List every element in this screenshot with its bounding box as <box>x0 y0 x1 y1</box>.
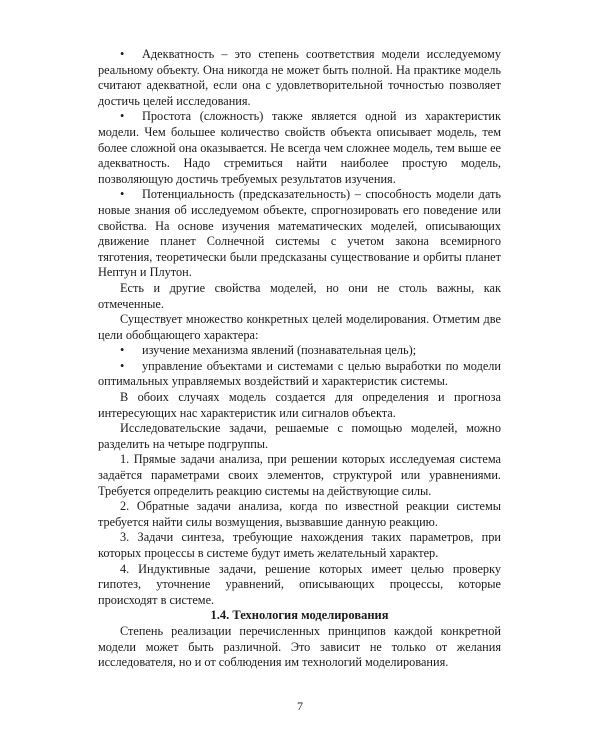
paragraph-tasks-intro: Исследовательские задачи, решаемые с помощью моделей, можно разделить на четыре подгруппы. <box>98 421 501 451</box>
property-text: Простота (сложность) также является одной из характеристик модели. Чем большее количество свойств объекта описывает модель, тем более сложной она оказывается. Не всегда чем сложнее модель, тем выше ее адекватность. Надо стремиться найти наиболее простую модель, позволяющую достичь требуемых результатов изучения. <box>98 109 501 186</box>
page-body <box>98 47 501 671</box>
task-item-inductive: 4. Индуктивные задачи, решение которых имеет целью проверку гипотез, уточнение уравнений, описывающих процессы, которые происходят в системе. <box>98 561 501 607</box>
paragraph-other-properties: Есть и другие свойства моделей, но они не столь важны, как отмеченные. <box>98 280 501 311</box>
property-simplicity <box>98 109 501 187</box>
paragraph-both-cases: В обоих случаях модель создается для определения и прогноза интересующих нас характеристик или сигналов объекта. <box>98 390 501 420</box>
goal-item-cognitive <box>98 343 501 359</box>
task-item-direct-analysis: 1. Прямые задачи анализа, при решении которых исследуемая система задаётся параметрами своих элементов, структурой или уравнениями. Требуется определить реакцию системы на действующие силы. <box>98 452 501 498</box>
bullet-marker: • <box>120 358 125 373</box>
page-number: 7 <box>297 699 303 713</box>
paragraph-technology: Степень реализации перечисленных принципов каждой конкретной модели может быть различной. Это зависит не только от желания исследователя, но и от соблюдения им технологий моделирования. <box>98 623 501 670</box>
bullet-marker: • <box>120 343 125 358</box>
bullet-marker: • <box>120 47 125 61</box>
section-heading: 1.4. Технология моделирования <box>210 608 389 623</box>
goal-item-control <box>98 359 501 390</box>
goal-text: управление объектами и системами с целью выработки по модели оптимальных управляемых воздействий и характеристик системы. <box>98 358 501 389</box>
goal-text: изучение механизма явлений (познавательная цель); <box>142 343 417 358</box>
property-potentiality <box>98 187 501 281</box>
property-text: Адекватность – это степень соответствия модели исследуемому реальному объекту. Она никогда не может быть полной. На практике модель считают адекватной, если она с удовлетворительной точностью позволяет достичь целей исследования. <box>98 47 501 108</box>
paragraph-goals-intro: Существует множество конкретных целей моделирования. Отметим две цели обобщающего характера: <box>98 312 501 342</box>
bullet-marker: • <box>120 187 125 202</box>
task-item-synthesis: 3. Задачи синтеза, требующие нахождения таких параметров, при которых процессы в системе будут иметь желательный характер. <box>98 530 501 560</box>
property-adequacy <box>98 47 501 109</box>
task-item-inverse-analysis: 2. Обратные задачи анализа, когда по известной реакции системы требуется найти силы возмущения, вызвавшие данную реакцию. <box>98 499 501 529</box>
bullet-marker: • <box>120 109 125 124</box>
property-text: Потенциальность (предсказательность) – способность модели дать новые знания об исследуемом объекте, спрогнозировать его поведение или свойства. На основе изучения математических моделей, описывающих движение планет Солнечной системы с учетом закона всемирного тяготения, теоретически были предсказаны существование и орбиты планет Нептун и Плутон. <box>98 187 501 280</box>
